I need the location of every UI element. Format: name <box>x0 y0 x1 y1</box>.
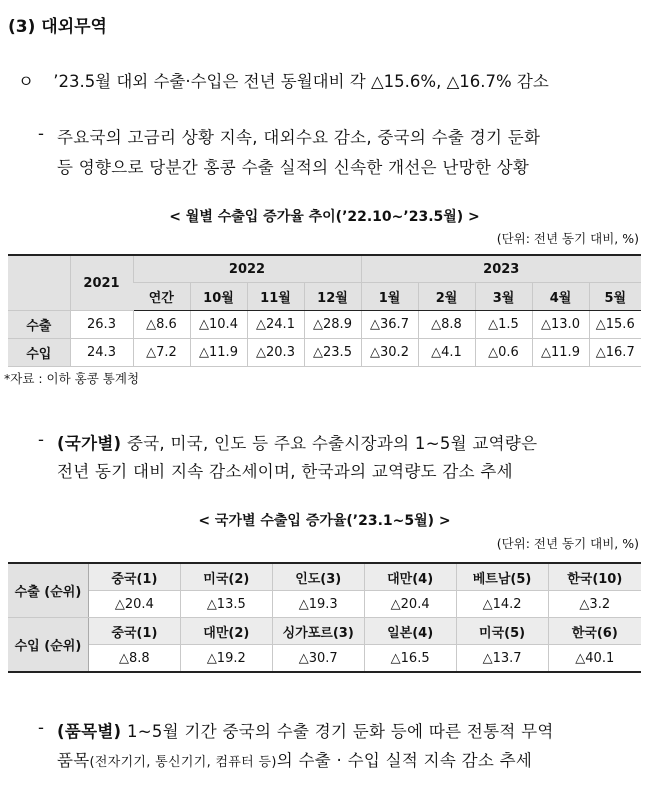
section-heading: (3) 대외무역 <box>8 17 107 37</box>
table-cell: △30.7 <box>272 645 364 673</box>
table-cell: △3.2 <box>548 591 641 618</box>
bullet-marker: ㅇ <box>18 72 34 91</box>
table-cell: △20.4 <box>364 591 456 618</box>
table-cell: △13.0 <box>532 311 589 339</box>
para2-line2: 전년 동기 대비 지속 감소세이며, 한국과의 교역량도 감소 추세 <box>57 462 513 481</box>
country-label: 일본(4) <box>364 618 456 645</box>
table-cell: △0.6 <box>475 339 532 367</box>
country-label: 인도(3) <box>272 563 364 591</box>
table-cell: △7.2 <box>133 339 190 367</box>
table-cell: △1.5 <box>475 311 532 339</box>
table-cell: △13.7 <box>456 645 548 673</box>
para2-bold: (국가별) <box>57 434 122 453</box>
para3-line2-a: 품목 <box>57 751 90 770</box>
table1-month: 10월 <box>190 283 247 311</box>
row-label: 수출 (순위) <box>8 563 88 618</box>
row-label: 수입 <box>8 339 70 367</box>
table1-month: 4월 <box>532 283 589 311</box>
para1-line2: 등 영향으로 당분간 홍콩 수출 실적의 신속한 개선은 난망한 상황 <box>57 158 530 177</box>
para3-dash: - <box>38 718 44 737</box>
table1-caption: < 월별 수출입 증가율 추이(’22.10~’23.5월) > <box>169 209 480 225</box>
table1-month: 12월 <box>304 283 361 311</box>
para1-line1: 주요국의 고금리 상황 지속, 대외수요 감소, 중국의 수출 경기 둔화 <box>57 128 541 147</box>
country-label: 한국(10) <box>548 563 641 591</box>
table2-caption: < 국가별 수출입 증가율(’23.1~5월) > <box>198 513 451 529</box>
table-cell: △10.4 <box>190 311 247 339</box>
country-label: 대만(2) <box>180 618 272 645</box>
table-cell: 26.3 <box>70 311 133 339</box>
para3-line2-small: (전자기기, 통신기기, 컴퓨터 등) <box>89 755 277 770</box>
para3-line2 <box>57 747 532 771</box>
table1-month: 3월 <box>475 283 532 311</box>
table-cell: △8.8 <box>88 645 180 673</box>
country-label: 한국(6) <box>548 618 641 645</box>
country-label: 중국(1) <box>88 618 180 645</box>
table-cell: △13.5 <box>180 591 272 618</box>
table-cell: △20.4 <box>88 591 180 618</box>
table-cell: △11.9 <box>532 339 589 367</box>
table-cell: △15.6 <box>589 311 641 339</box>
table1-row-export <box>8 311 641 339</box>
row-label: 수입 (순위) <box>8 618 88 673</box>
summary-text: ’23.5월 대외 수출·수입은 전년 동월대비 각 △15.6%, △16.7% 감소 <box>53 72 549 91</box>
country-label: 미국(2) <box>180 563 272 591</box>
country-label: 중국(1) <box>88 563 180 591</box>
table-cell: △23.5 <box>304 339 361 367</box>
table-cell: △16.5 <box>364 645 456 673</box>
table-cell: △20.3 <box>247 339 304 367</box>
table-cell: △4.1 <box>418 339 475 367</box>
table1-year-2023: 2023 <box>361 255 641 283</box>
table-cell: △8.6 <box>133 311 190 339</box>
para1-dash: - <box>38 124 44 143</box>
table-cell: △11.9 <box>190 339 247 367</box>
table1-source: *자료 : 이하 홍콩 통계청 <box>4 371 140 386</box>
para2-dash: - <box>38 430 44 449</box>
table-cell: △19.2 <box>180 645 272 673</box>
table1-year-2021: 2021 <box>70 255 133 311</box>
table1-month: 1월 <box>361 283 418 311</box>
para2-text: 중국, 미국, 인도 등 주요 수출시장과의 1~5월 교역량은 <box>121 434 538 453</box>
table1-month: 5월 <box>589 283 641 311</box>
country-trade-table <box>8 562 641 673</box>
table-cell: △8.8 <box>418 311 475 339</box>
table2-export-countries <box>8 563 641 591</box>
para3-text: 1~5월 기간 중국의 수출 경기 둔화 등에 따른 전통적 무역 <box>121 722 554 741</box>
table-cell: 24.3 <box>70 339 133 367</box>
table2-export-values <box>8 591 641 618</box>
table-cell: △30.2 <box>361 339 418 367</box>
table-cell: △16.7 <box>589 339 641 367</box>
table-cell: △14.2 <box>456 591 548 618</box>
country-label: 싱가포르(3) <box>272 618 364 645</box>
monthly-trade-table <box>8 254 641 367</box>
para3-line2-b: 의 수출 · 수입 실적 지속 감소 추세 <box>276 751 533 770</box>
table1-year-2022: 2022 <box>133 255 361 283</box>
table2-import-countries <box>8 618 641 645</box>
row-label: 수출 <box>8 311 70 339</box>
para3-bold: (품목별) <box>57 722 122 741</box>
country-label: 베트남(5) <box>456 563 548 591</box>
para2-line1 <box>57 430 537 454</box>
table2-import-values <box>8 645 641 673</box>
country-label: 대만(4) <box>364 563 456 591</box>
table1-corner <box>8 255 70 311</box>
table-cell: △24.1 <box>247 311 304 339</box>
country-label: 미국(5) <box>456 618 548 645</box>
table1-month: 연간 <box>133 283 190 311</box>
table-cell: △40.1 <box>548 645 641 673</box>
table1-row-import <box>8 339 641 367</box>
table2-unit: (단위: 전년 동기 대비, %) <box>496 536 639 551</box>
table1-month: 11월 <box>247 283 304 311</box>
summary-bullet <box>18 68 549 92</box>
table-cell: △36.7 <box>361 311 418 339</box>
para3-line1 <box>57 718 554 742</box>
table1-unit: (단위: 전년 동기 대비, %) <box>496 231 639 246</box>
table1-month: 2월 <box>418 283 475 311</box>
table-cell: △28.9 <box>304 311 361 339</box>
table-cell: △19.3 <box>272 591 364 618</box>
